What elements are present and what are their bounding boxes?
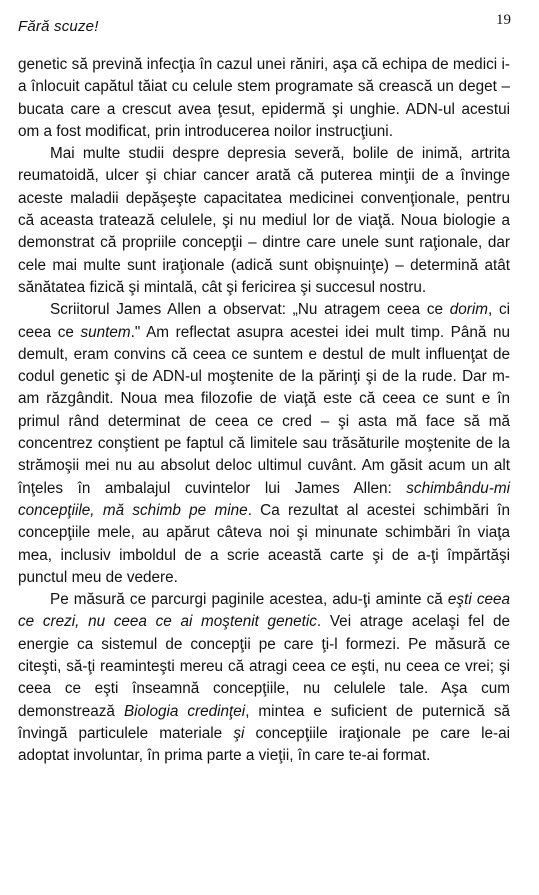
- italic-segment: eşti ceea ce crezi, nu ceea ce ai moştenit genetic: [18, 591, 510, 631]
- text-segment: . Ca rezultat al acestei schimbări în concepţiile mele, au apărut câteva noi şi minunate schimbări în viaţa mea, inclusiv imboldul de a scrie această carte şi de a-ţi împărtăşi punctul meu de vedere.: [18, 501, 510, 586]
- paragraph-1: [18, 54, 510, 143]
- text-segment: , ci ceea ce: [18, 301, 511, 341]
- italic-segment: Biologia credinţei: [123, 702, 246, 720]
- text-segment: genetic să prevină infecţia în cazul unei răniri, aşa că echipa de medici i-a înlocuit capătul tăiat cu celule stem programate să crească un deget – bucata care a crescut avea ţesut, epidermă şi unghie. ADN-ul acestui om a fost modificat, prin introducerea noilor instrucţiuni.: [18, 56, 510, 140]
- text-segment: . Vei atrage acelaşi fel de energie ca sistemul de concepţii pe care ţi-l formezi. Pe măsură ce citeşti, să-ţi reaminteşti mereu că atragi ceea ce eşti, nu ceea ce vrei; şi ceea ce eşti înseamnă concepţiile, nu celulele tale. Aşa cum demonstrează: [18, 613, 510, 720]
- page-header: [18, 10, 511, 36]
- text-segment: Scriitorul James Allen a observat: „Nu atragem ceea ce: [50, 301, 450, 319]
- italic-segment: suntem: [80, 323, 131, 341]
- paragraph-2: [18, 143, 510, 299]
- text-segment: concepţiile iraţionale pe care le-ai adoptat involuntar, în prima parte a vieţii, în care te-ai format.: [18, 724, 510, 765]
- paragraph-4: [18, 589, 510, 767]
- text-segment: , mintea e suficient de puternică să învingă particulele materiale: [18, 702, 511, 742]
- running-title: Fără scuze!: [18, 18, 99, 35]
- page-number: 19: [496, 12, 511, 28]
- paragraph-3: [18, 299, 510, 589]
- italic-segment: dorim: [449, 301, 488, 319]
- text-segment: Pe măsură ce parcurgi paginile acestea, adu-ţi aminte că: [50, 591, 448, 609]
- italic-segment: schimbându-mi concepţiile, mă schimb pe mine: [18, 479, 510, 519]
- italic-segment: şi: [233, 724, 245, 742]
- text-segment: Mai multe studii despre depresia severă, bolile de inimă, artrita reumatoidă, ulcer şi chiar cancer arată că puterea minţii de a învinge aceste maladii depăşeşte capacitatea medicinei convenţionale, pentru că aceasta tratează celulele, şi nu mediul lor de viaţă. Noua biologie a demonstrat că propriile concepţii – dintre care unele sunt raţionale, dar cele mai multe sunt iraţionale (adică sunt obişnuinţe) – determină atât sănătatea fizică şi mintală, cât şi fericirea şi succesul nostru.: [18, 145, 510, 296]
- text-segment: ." Am reflectat asupra acestei idei mult timp. Până nu demult, eram convins că ceea ce suntem e destul de mult influenţat de codul genetic şi de ADN-ul moştenite de la părinţi şi de la rude. Dar m-am răzgândit. Noua mea filozofie de viaţă este că ceea ce sunt e în primul rând determinat de ceea ce cred – şi asta mă face să mă concentrez conştient pe faptul că limitele sau trăsăturile moştenite de la strămoşii mei nu au absolut deloc ultimul cuvânt. Am găsit acum un alt înţeles în ambalajul cuvintelor lui James Allen:: [18, 323, 510, 497]
- body-text: [18, 54, 510, 768]
